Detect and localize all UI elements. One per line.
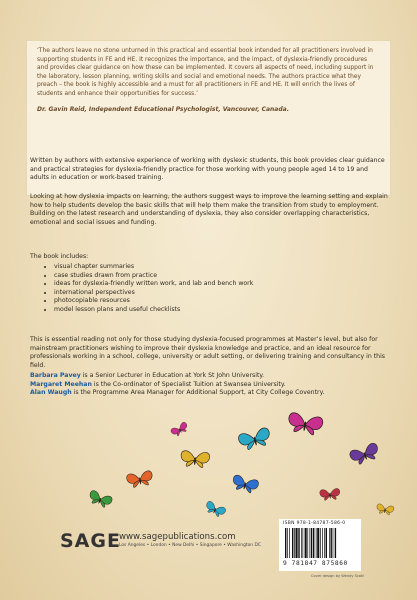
- author-bios: [30, 372, 360, 398]
- author-name: Alan Waugh: [30, 389, 72, 397]
- author-bio: [30, 372, 360, 381]
- butterfly-icon: [320, 488, 341, 501]
- isbn-digits: 9 781847 875860: [283, 560, 348, 567]
- endorsement-attribution: Dr. Gavin Reid, Independent Educational Psychologist, Vancouver, Canada.: [37, 105, 289, 113]
- author-desc: is a Senior Lecturer in Education at York St John University.: [80, 372, 265, 379]
- butterfly-icon: [376, 503, 394, 515]
- features-list: [44, 263, 253, 315]
- author-desc: is the Co-ordinator of Specialist Tuition at Swansea University.: [91, 380, 286, 388]
- author-bio: [30, 389, 360, 398]
- feature-item: • model lesson plans and useful checklists: [54, 306, 253, 315]
- author-desc: is the Programme Area Manager for Additional Support, at City College Coventry.: [71, 389, 325, 397]
- author-bio: [30, 381, 360, 390]
- publisher-url: www.sagepublications.com: [119, 532, 236, 542]
- description-paragraph-1: Written by authors with extensive experience of working with dyslexic students, this book provides clear guidance and practical strategies for dyslexia-friendly practice for those working with young people aged 14 to 19 and adults in education or work-based training.: [30, 157, 385, 182]
- butterfly-icon: [87, 490, 113, 509]
- feature-item: • international perspectives: [54, 289, 253, 298]
- butterfly-icon: [180, 450, 210, 468]
- publisher-cities: Los Angeles • London • New Delhi • Singapore • Washington DC: [119, 543, 261, 548]
- author-name: Barbara Pavey: [30, 372, 81, 379]
- butterfly-icon: [349, 442, 381, 466]
- feature-item: • ideas for dyslexia-friendly written work, and lab and bench work: [54, 280, 253, 289]
- butterfly-icon: [237, 427, 272, 452]
- features-intro: The book includes:: [30, 253, 89, 260]
- feature-item: • visual chapter summaries: [54, 263, 253, 272]
- barcode-bars: [283, 528, 359, 560]
- butterfly-icon: [170, 421, 189, 438]
- description-paragraph-3: This is essential reading not only for those studying dyslexia-focused programmes at Master’s level, but also for mainstream practitioners wishing to improve their dyslexia knowledge and practice, and an ideal resource for professionals working in a school, college, university or adult setting, or delivering training and consultancy in this field.: [30, 336, 386, 369]
- endorsement-quote: ‘The authors leave no stone unturned in this practical and essential book intended for all practitioners involved in supporting students in FE and HE. It recognizes the importance, and the impact, of dyslexia-friendly procedures and provides clear guidance on how these can be implemented. It covers all aspects of need, including support in the laboratory, lesson planning, writing skills and social and emotional needs. The authors practice what they preach – the book is highly accessible and a must for all practitioners in FE and HE. It will enrich the lives of students and enhance their opportunities for success.’: [37, 48, 374, 97]
- publisher-logo: [60, 530, 121, 552]
- publisher-logo-text: SAGE: [60, 530, 121, 552]
- feature-item: • photocopiable resources: [54, 297, 253, 306]
- butterfly-icon: [126, 470, 154, 488]
- butterfly-icon: [231, 474, 259, 494]
- feature-item: • case studies drawn from practice: [54, 272, 253, 281]
- cover-design-credit: Cover design by Wendy Scott: [311, 574, 364, 578]
- isbn-label: ISBN 978-1-84787-586-0: [283, 521, 346, 526]
- description-paragraph-2: Looking at how dyslexia impacts on learning, the authors suggest ways to improve the learning setting and explain how to help students develop the basic skills that will help them make the transition from study to employment. Building on the latest research and understanding of dyslexia, they also consider overlapping characteristics, emotional and social issues and funding.: [30, 193, 388, 226]
- author-name: Margaret Meehan: [30, 380, 92, 388]
- butterfly-icon: [287, 412, 324, 436]
- butterfly-icon: [204, 500, 227, 518]
